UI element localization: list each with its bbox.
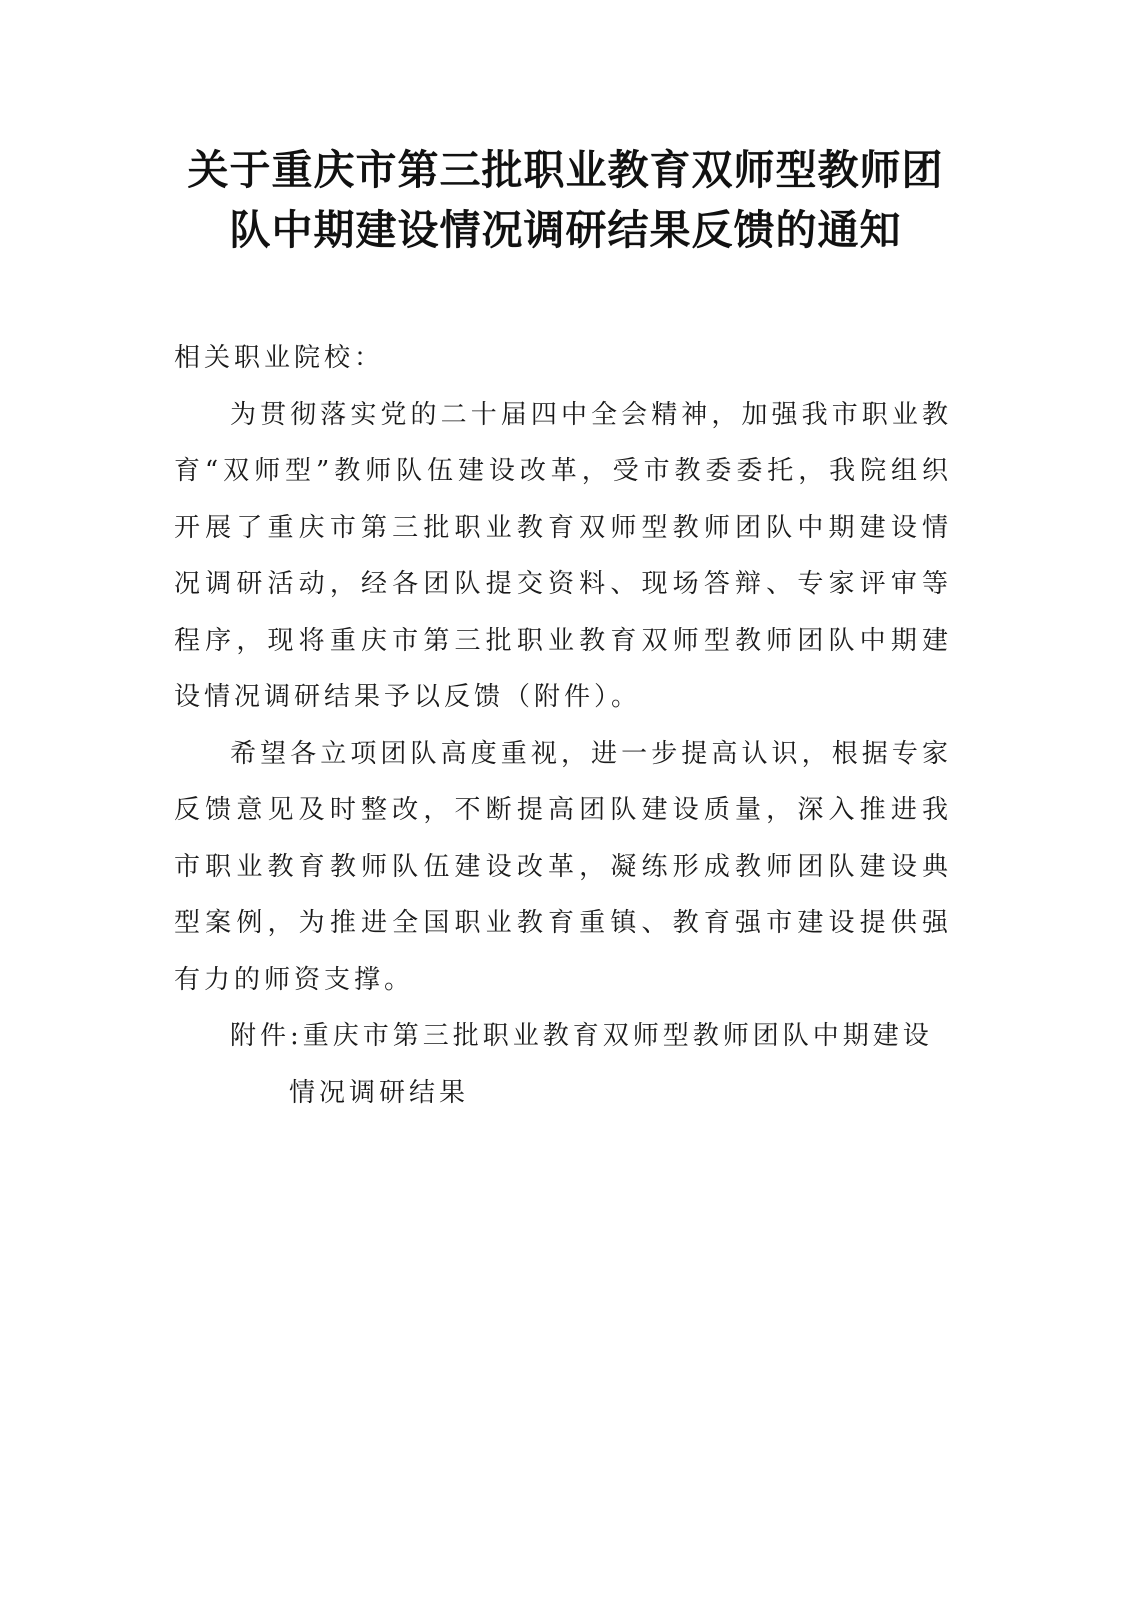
salutation: 相关职业院校： bbox=[174, 343, 385, 373]
paragraph-1: 为贯彻落实党的二十届四中全会精神，加强我市职业教育“双师型”教师队伍建设改革，受市教委委托，我院组织开展了重庆市第三批职业教育双师型教师团队中期建设情况调研活动，经各团队提交资料、现场答辩、专家评审等程序，现将重庆市第三批职业教育双师型教师团队中期建设情况调研结果予以反馈（附件）。 bbox=[174, 399, 952, 712]
document-title bbox=[150, 140, 981, 260]
title-line-1: 关于重庆市第三批职业教育双师型教师团 bbox=[187, 146, 944, 194]
attachment-note: 附件:重庆市第三批职业教育双师型教师团队中期建设情况调研结果 bbox=[230, 1021, 933, 1108]
paragraph-2: 希望各立项团队高度重视，进一步提高认识，根据专家反馈意见及时整改，不断提高团队建设质量，深入推进我市职业教育教师队伍建设改革，凝练形成教师团队建设典型案例，为推进全国职业教育重镇、教育强市建设提供强有力的师资支撑。 bbox=[174, 738, 952, 995]
title-line-2: 队中期建设情况调研结果反馈的通知 bbox=[229, 206, 902, 254]
document-body bbox=[174, 330, 952, 1121]
